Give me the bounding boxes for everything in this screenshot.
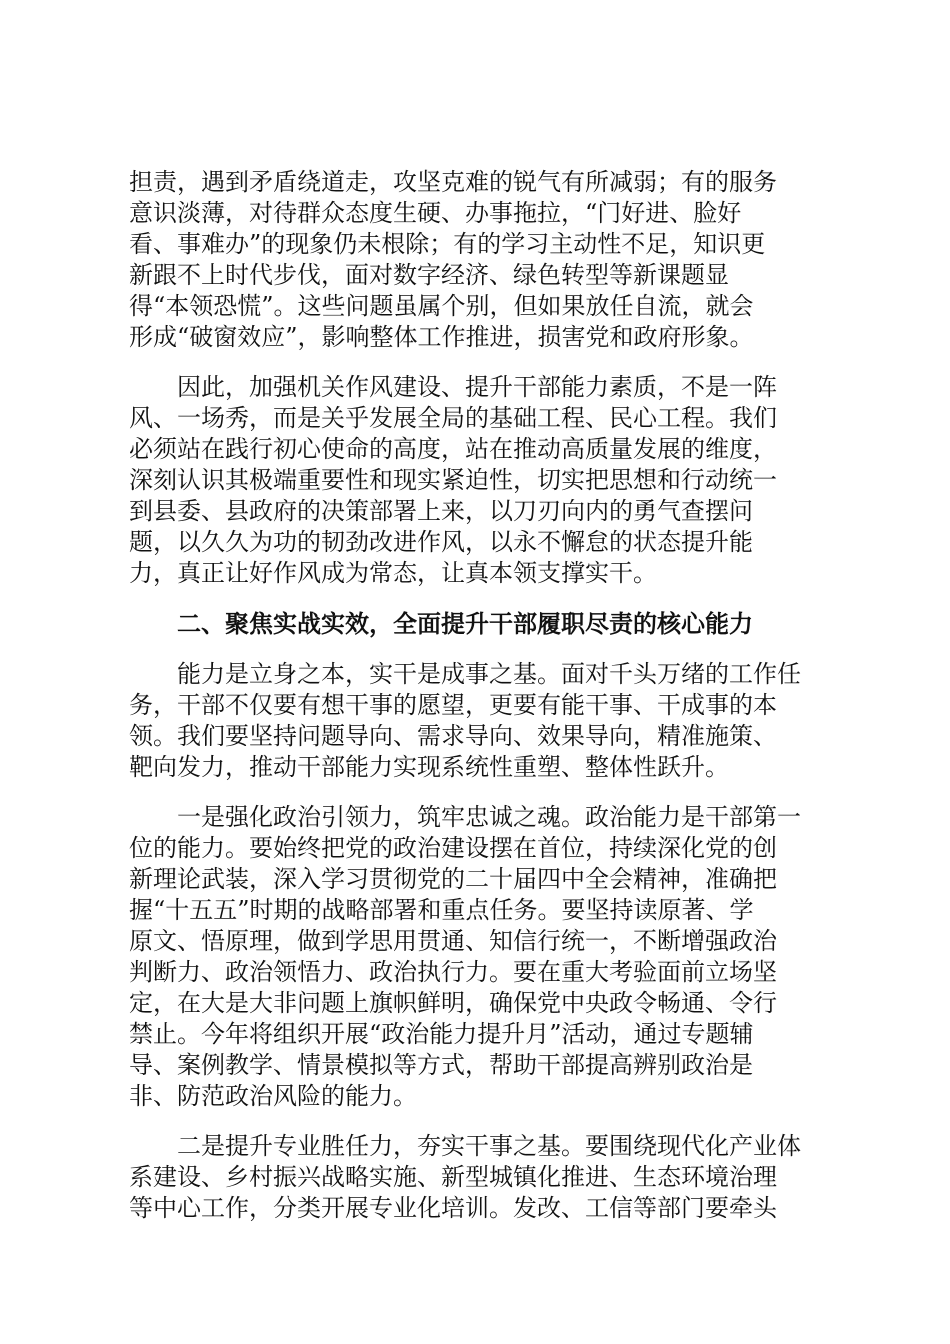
text-line: 靶向发力，推动干部能力实现系统性重塑、整体性跃升。 <box>129 753 729 781</box>
paragraph-ability <box>129 659 831 783</box>
text-line: 形成“破窗效应”，影响整体工作推进，损害党和政府形象。 <box>129 323 754 351</box>
paragraph-political-leadership <box>129 802 831 1112</box>
text-line: 题，以久久为功的韧劲改进作风，以永不懈怠的状态提升能 <box>129 528 753 556</box>
text-line: 原文、悟原理，做到学思用贯通、知信行统一，不断增强政治 <box>129 927 777 955</box>
text-line: 风、一场秀，而是关乎发展全局的基础工程、民心工程。我们 <box>129 404 777 432</box>
text-line: 非、防范政治风险的能力。 <box>129 1082 417 1110</box>
text-line: 禁止。今年将组织开展“政治能力提升月”活动，通过专题辅 <box>129 1020 754 1048</box>
text-line: 定，在大是大非问题上旗帜鲜明，确保党中央政令畅通、令行 <box>129 989 777 1017</box>
paragraph-professional-competence <box>129 1131 831 1224</box>
text-line: 系建设、乡村振兴战略实施、新型城镇化推进、生态环境治理 <box>129 1163 777 1191</box>
text-line: 深刻认识其极端重要性和现实紧迫性，切实把思想和行动统一 <box>129 466 777 494</box>
text-line: 位的能力。要始终把党的政治建设摆在首位，持续深化党的创 <box>129 834 777 862</box>
section-heading-text: 二、聚焦实战实效，全面提升干部履职尽责的核心能力 <box>177 609 753 638</box>
paragraph-continuation <box>129 167 831 353</box>
text-line: 因此，加强机关作风建设、提升干部能力素质，不是一阵 <box>177 373 777 401</box>
text-line: 领。我们要坚持问题导向、需求导向、效果导向，精准施策、 <box>129 722 777 750</box>
text-line: 握“十五五”时期的战略部署和重点任务。要坚持读原著、学 <box>129 896 754 924</box>
paragraph-therefore <box>129 372 831 589</box>
text-line: 一是强化政治引领力，筑牢忠诚之魂。政治能力是干部第一 <box>177 803 801 831</box>
text-line: 必须站在践行初心使命的高度，站在推动高质量发展的维度， <box>129 435 777 463</box>
text-line: 到县委、县政府的决策部署上来，以刀刃向内的勇气查摆问 <box>129 497 753 525</box>
text-line: 看、事难办”的现象仍未根除；有的学习主动性不足，知识更 <box>129 230 766 258</box>
text-line: 判断力、政治领悟力、政治执行力。要在重大考验面前立场坚 <box>129 958 777 986</box>
text-line: 等中心工作，分类开展专业化培训。发改、工信等部门要牵头 <box>129 1194 777 1222</box>
text-line: 新跟不上时代步伐，面对数字经济、绿色转型等新课题显 <box>129 261 729 289</box>
text-line: 导、案例教学、情景模拟等方式，帮助干部提高辨别政治是 <box>129 1051 753 1079</box>
text-line: 意识淡薄，对待群众态度生硬、办事拖拉，“门好进、脸好 <box>129 199 742 227</box>
text-line: 能力是立身之本，实干是成事之基。面对千头万绪的工作任 <box>177 660 801 688</box>
text-line: 务，干部不仅要有想干事的愿望，更要有能干事、干成事的本 <box>129 691 777 719</box>
text-line: 力，真正让好作风成为常态，让真本领支撑实干。 <box>129 559 657 587</box>
text-line: 二是提升专业胜任力，夯实干事之基。要围绕现代化产业体 <box>177 1132 801 1160</box>
text-line: 新理论武装，深入学习贯彻党的二十届四中全会精神，准确把 <box>129 865 777 893</box>
document-body <box>129 167 831 1243</box>
section-heading <box>129 608 831 639</box>
text-line: 担责，遇到矛盾绕道走，攻坚克难的锐气有所减弱；有的服务 <box>129 168 777 196</box>
text-line: 得“本领恐慌”。这些问题虽属个别，但如果放任自流，就会 <box>129 292 754 320</box>
